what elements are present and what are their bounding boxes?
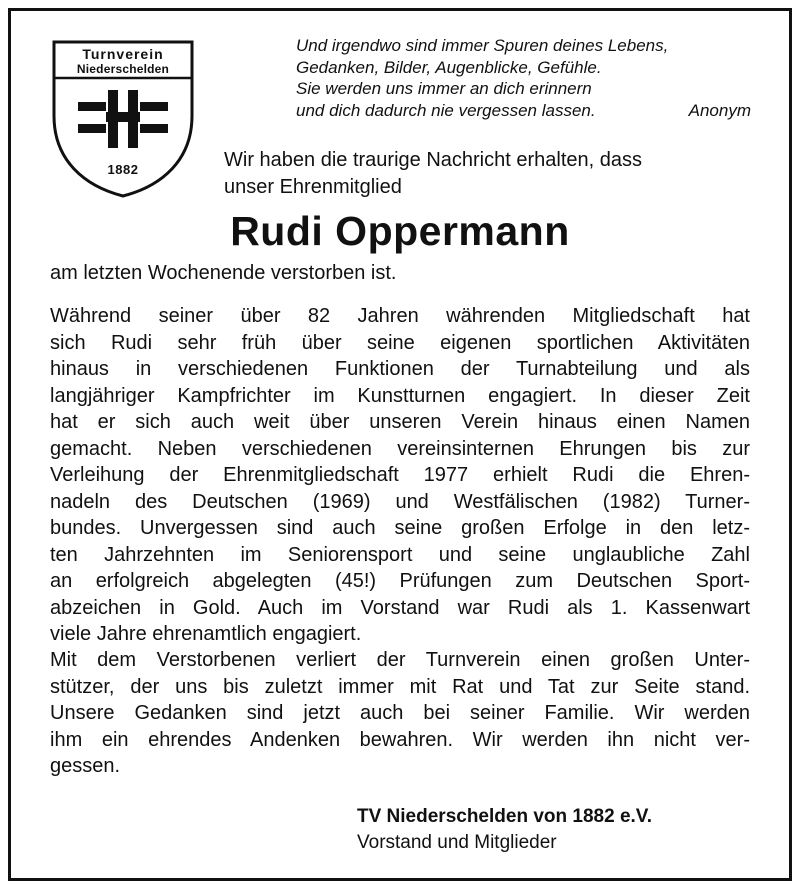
text-line: Während seiner über 82 Jahren währenden Mitgliedschaft hat xyxy=(50,305,750,327)
logo-year: 1882 xyxy=(107,162,139,177)
text-line: ihm ein ehrendes Andenken bewahren. Wir werden ihn nicht ver- xyxy=(50,728,750,751)
signature-organization: TV Niederschelden von 1882 e.V. xyxy=(357,806,652,827)
text-line: hinaus in verschiedenen Funktionen der Turnabteilung und als xyxy=(50,358,750,380)
logo-text-turnverein: Turnverein xyxy=(82,46,164,62)
intro-text xyxy=(224,147,750,200)
paragraph-1 xyxy=(50,303,750,648)
text-line: sich Rudi sehr früh über seine eigenen sportlichen Aktivitäten xyxy=(50,331,750,354)
text-line: gessen. xyxy=(50,755,121,777)
text-line: Unsere Gedanken sind jetzt auch bei seiner Familie. Wir werden xyxy=(50,702,750,724)
text-line: viele Jahre ehrenamtlich engagiert. xyxy=(50,623,362,645)
poem-line: Gedanken, Bilder, Augenblicke, Gefühle. xyxy=(296,57,602,77)
text-line: stützer, der uns bis zuletzt immer mit Rat und Tat zur Seite stand. xyxy=(50,675,750,698)
text-line: Mit dem Verstorbenen verliert der Turnverein einen großen Unter- xyxy=(50,649,750,671)
poem-line: Und irgendwo sind immer Spuren deines Lebens, xyxy=(296,36,669,55)
text-line: bundes. Unvergessen sind auch seine großen Erfolge in den letz- xyxy=(50,517,750,539)
text-line: hat er sich auch weit über unseren Verein hinaus einen Namen xyxy=(50,411,750,433)
paragraph-2 xyxy=(50,647,750,780)
poem-last-line-text: und dich dadurch nie vergessen lassen. xyxy=(296,100,596,120)
text-line: langjähriger Kampfrichter im Kunstturnen engagiert. In dieser Zeit xyxy=(50,384,750,407)
deceased-name: Rudi Oppermann xyxy=(230,208,570,254)
text-line: an erfolgreich abgelegten (45!) Prüfungen zum Deutschen Sport- xyxy=(50,570,750,592)
poem xyxy=(296,35,751,121)
poem-line: Sie werden uns immer an dich erinnern xyxy=(296,79,592,98)
text-line: Verleihung der Ehrenmitgliedschaft 1977 erhielt Rudi die Ehren- xyxy=(50,464,750,486)
paragraph-0 xyxy=(50,260,750,287)
signature xyxy=(357,804,652,856)
logo-text-niederschelden: Niederschelden xyxy=(76,62,170,76)
intro-line: Wir haben die traurige Nachricht erhalten, dass xyxy=(224,149,642,171)
text-line: ten Jahrzehnten im Seniorensport und seine unglaubliche Zahl xyxy=(50,543,750,566)
signature-subline: Vorstand und Mitglieder xyxy=(357,832,557,853)
poem-line xyxy=(296,100,751,122)
club-logo xyxy=(50,38,196,200)
poem-author: Anonym xyxy=(688,100,751,120)
text-line: nadeln des Deutschen (1969) und Westfälischen (1982) Turner- xyxy=(50,490,750,513)
text-line: abzeichen in Gold. Auch im Vorstand war Rudi als 1. Kassenwart xyxy=(50,596,750,619)
text-line: gemacht. Neben verschiedenen vereinsinternen Ehrungen bis zur xyxy=(50,437,750,460)
intro-line: unser Ehrenmitglied xyxy=(224,175,402,198)
text-line: am letzten Wochenende verstorben ist. xyxy=(50,262,397,284)
